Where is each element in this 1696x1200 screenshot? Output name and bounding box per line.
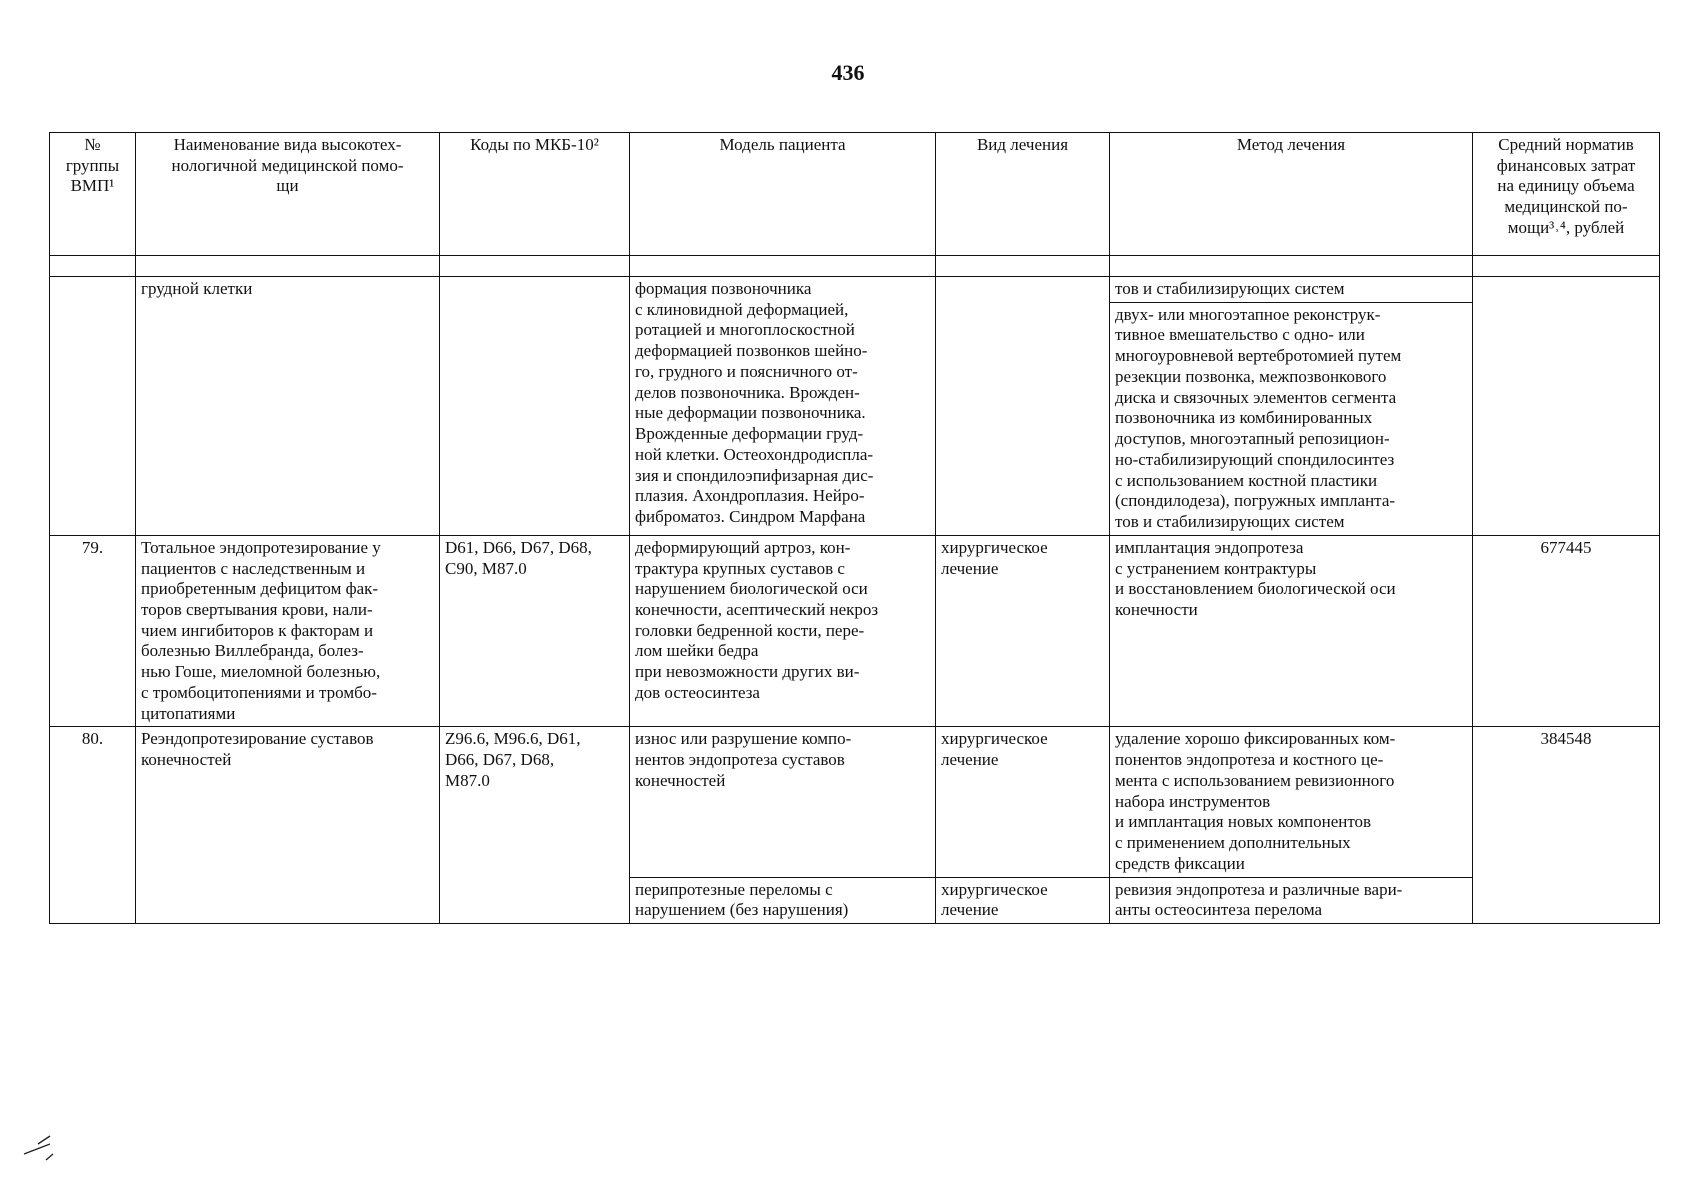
cell-model: износ или разрушение компо- нентов эндопротеза суставов конечностей <box>630 727 936 877</box>
cell-cost: 384548 <box>1473 727 1660 924</box>
cell-model: формация позвоночника с клиновидной деформацией, ротацией и многоплоскостной деформацией позвонков шейно- го, грудного и поясничного от- делов позвоночника. Врожден- ные деформации позвоночника. Врожденные деформации груд- ной клетки. Остеохондродиспла- зия и спондилоэпифизарная дис- плазия. Ахондроплазия. Нейро- фиброматоз. Синдром Марфана <box>630 277 936 536</box>
header-codes: Коды по МКБ-10² <box>440 133 630 256</box>
cell-type: хирургическое лечение <box>936 535 1110 727</box>
cell-model: деформирующий артроз, кон- трактура крупных суставов с нарушением биологической оси конечности, асептический некроз головки бедренной кости, пере- лом шейки бедра при невозможности других ви- дов остеосинтеза <box>630 535 936 727</box>
cell-group <box>50 277 136 536</box>
page-number: 436 <box>831 60 865 85</box>
spacer-cell <box>440 256 630 277</box>
header-group: № группы ВМП¹ <box>50 133 136 256</box>
vmp-table-container <box>49 132 1659 924</box>
header-method: Метод лечения <box>1110 133 1473 256</box>
cell-codes: D61, D66, D67, D68, C90, M87.0 <box>440 535 630 727</box>
header-spacer-row <box>50 256 1660 277</box>
cell-method: ревизия эндопротеза и различные вари- анты остеосинтеза перелома <box>1110 877 1473 923</box>
spacer-cell <box>136 256 440 277</box>
spacer-cell <box>936 256 1110 277</box>
table-row <box>50 277 1660 536</box>
cell-group: 80. <box>50 727 136 924</box>
cell-method: имплантация эндопротеза с устранением контрактуры и восстановлением биологической оси конечности <box>1110 535 1473 727</box>
table-row <box>50 727 1660 877</box>
vmp-table <box>49 132 1660 924</box>
table-row <box>50 535 1660 727</box>
cell-name: грудной клетки <box>136 277 440 536</box>
header-cost: Средний норматив финансовых затрат на единицу объема медицинской по- мощи³˒⁴, рублей <box>1473 133 1660 256</box>
header-model: Модель пациента <box>630 133 936 256</box>
cell-type: хирургическое лечение <box>936 877 1110 923</box>
cell-codes <box>440 277 630 536</box>
cell-type <box>936 277 1110 536</box>
cell-cost <box>1473 277 1660 536</box>
spacer-cell <box>1473 256 1660 277</box>
cell-group: 79. <box>50 535 136 727</box>
cell-cost: 677445 <box>1473 535 1660 727</box>
cell-codes: Z96.6, M96.6, D61, D66, D67, D68, M87.0 <box>440 727 630 924</box>
spacer-cell <box>630 256 936 277</box>
cell-method: удаление хорошо фиксированных ком- понентов эндопротеза и костного це- мента с использованием ревизионного набора инструментов и имплантация новых компонентов с применением дополнительных средств фиксации <box>1110 727 1473 877</box>
cell-method <box>1110 277 1473 536</box>
spacer-cell <box>1110 256 1473 277</box>
header-type: Вид лечения <box>936 133 1110 256</box>
cell-name: Реэндопротезирование суставов конечностей <box>136 727 440 924</box>
spacer-cell <box>50 256 136 277</box>
cell-type: хирургическое лечение <box>936 727 1110 877</box>
header-name: Наименование вида высокотех- нологичной медицинской помо- щи <box>136 133 440 256</box>
cell-model: перипротезные переломы с нарушением (без нарушения) <box>630 877 936 923</box>
cell-name: Тотальное эндопротезирование у пациентов с наследственным и приобретенным дефицитом фак- торов свертывания крови, нали- чием ингибиторов к факторам и болезнью Виллебранда, болез- нью Гоше, миеломной болезнью, с тромбоцитопениями и тромбо- цитопатиями <box>136 535 440 727</box>
pen-mark-scribble <box>20 1120 70 1170</box>
header-row <box>50 133 1660 256</box>
method-subcell: двух- или многоэтапное реконструк- тивное вмешательство с одно- или многоуровневой вертебротомией путем резекции позвонка, межпозвонкового диска и связочных элементов сегмента позвоночника из комбинированных доступов, многоэтапный репозицион- но-стабилизирующий спондилосинтез с использованием костной пластики (спондилодеза), погружных импланта- тов и стабилизирующих систем <box>1110 302 1472 533</box>
method-line-1: тов и стабилизирующих систем <box>1115 279 1345 298</box>
